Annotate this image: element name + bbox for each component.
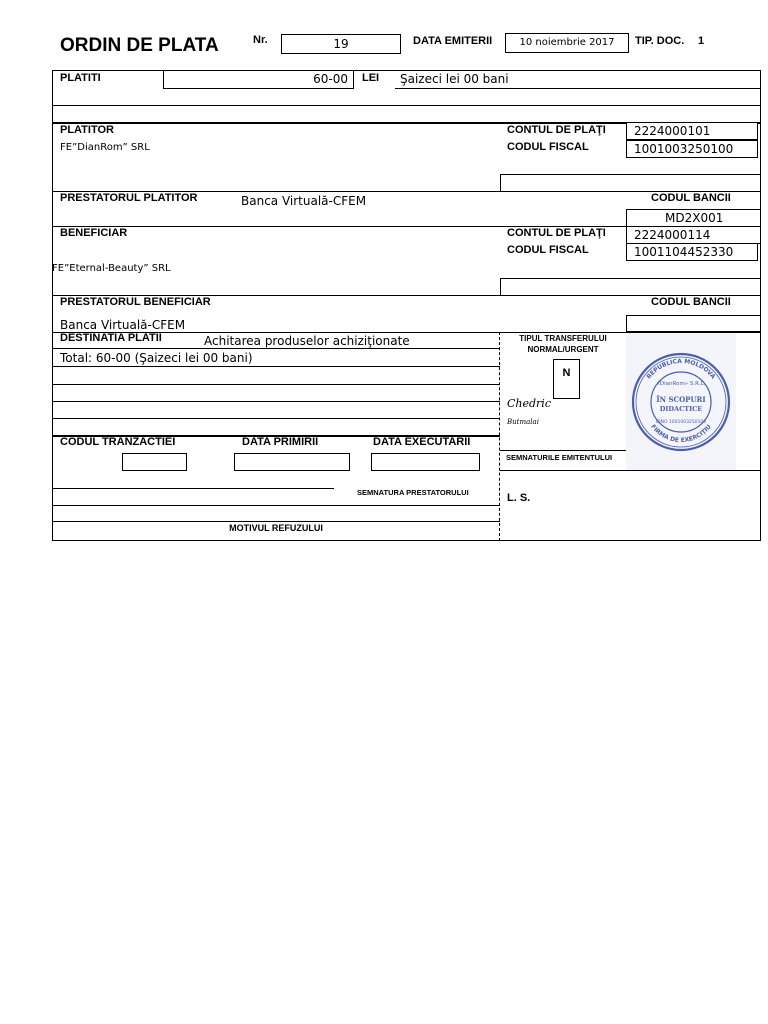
beneficiar-extra-field[interactable] bbox=[500, 278, 761, 296]
beneficiar-contul-field[interactable]: 2224000114 bbox=[626, 226, 761, 244]
data-executarii-label: DATA EXECUTARII bbox=[373, 436, 471, 448]
platitor-extra-field[interactable] bbox=[500, 174, 761, 192]
beneficiar-codul-bancii-field[interactable] bbox=[626, 315, 761, 332]
data-executarii-field[interactable] bbox=[371, 453, 480, 471]
destinatia-label: DESTINATIA PLATII bbox=[60, 332, 162, 344]
prestator-platitor-label: PRESTATORUL PLATITOR bbox=[60, 192, 198, 204]
prestator-beneficiar-name: Banca Virtuală-CFEM bbox=[60, 318, 186, 332]
divider bbox=[52, 384, 500, 385]
codul-tranzactiei-field[interactable] bbox=[122, 453, 187, 471]
platitor-fiscal-field[interactable]: 1001003250100 bbox=[626, 140, 758, 158]
beneficiar-name: FE”Eternal-Beauty” SRL bbox=[52, 263, 171, 274]
destinatia-total: Total: 60-00 (Şaizeci lei 00 bani) bbox=[60, 351, 253, 365]
stamp-center-2: DIDACTICE bbox=[659, 405, 703, 413]
beneficiar-contul-label: CONTUL DE PLAŢI bbox=[507, 227, 606, 239]
codul-tranzactiei-label: CODUL TRANZACTIEI bbox=[60, 436, 176, 448]
platitor-fiscal-label: CODUL FISCAL bbox=[507, 141, 589, 153]
lei-label: LEI bbox=[362, 72, 380, 84]
stamp-ring-top: REPUBLICA MOLDOVA bbox=[645, 357, 717, 381]
stamp-ring-bottom: FIRMA DE EXERCIŢIU bbox=[649, 423, 713, 445]
data-primirii-label: DATA PRIMIRII bbox=[242, 436, 319, 448]
divider bbox=[500, 470, 761, 471]
beneficiar-fiscal-field[interactable]: 1001104452330 bbox=[626, 243, 758, 261]
divider bbox=[52, 488, 334, 489]
amount-words: Şaizeci lei 00 bani bbox=[400, 72, 509, 86]
signature-1: Chedric bbox=[507, 397, 551, 410]
prestator-beneficiar-label: PRESTATORUL BENEFICIAR bbox=[60, 296, 211, 308]
motivul-refuzului-label: MOTIVUL REFUZULUI bbox=[229, 523, 323, 533]
transfer-type-label-line1: TIPUL TRANSFERULUI bbox=[519, 334, 607, 343]
ls-label: L. S. bbox=[507, 492, 531, 504]
beneficiar-codul-bancii-label: CODUL BANCII bbox=[651, 296, 731, 308]
nr-field[interactable]: 19 bbox=[281, 34, 401, 54]
signature-2: Butmalai bbox=[507, 418, 539, 426]
divider bbox=[52, 521, 500, 522]
platitor-label: PLATITOR bbox=[60, 124, 114, 136]
platitor-codul-bancii-field[interactable]: MD2X001 bbox=[626, 209, 761, 227]
stamp-company: «DianRom» S.R.L. bbox=[656, 381, 706, 387]
prestator-platitor-name: Banca Virtuală-CFEM bbox=[241, 194, 367, 208]
data-primirii-field[interactable] bbox=[234, 453, 350, 471]
nr-label: Nr. bbox=[253, 34, 268, 46]
divider bbox=[500, 450, 626, 451]
amount-field[interactable]: 60-00 bbox=[163, 70, 354, 89]
divider bbox=[52, 401, 500, 402]
semnaturile-emitentului-label: SEMNATURILE EMITENTULUI bbox=[506, 453, 613, 462]
platitor-contul-field[interactable]: 2224000101 bbox=[626, 122, 758, 140]
destinatia-text: Achitarea produselor achiziţionate bbox=[204, 334, 410, 348]
beneficiar-label: BENEFICIAR bbox=[60, 227, 128, 239]
divider bbox=[52, 105, 761, 106]
tip-doc-value: 1 bbox=[698, 35, 705, 47]
document-title: ORDIN DE PLATA bbox=[60, 35, 219, 56]
tip-doc-label: TIP. DOC. bbox=[635, 35, 685, 47]
stamp-area bbox=[626, 333, 736, 471]
platitor-name: FE”DianRom” SRL bbox=[60, 142, 150, 153]
transfer-type-label-line2: NORMAL/URGENT bbox=[527, 345, 599, 354]
divider bbox=[52, 348, 500, 349]
amount-words-underline bbox=[395, 88, 761, 89]
stamp-idno: IDNO 1001003250100 bbox=[655, 420, 707, 425]
platiti-label: PLATITI bbox=[60, 72, 101, 84]
semnatura-prestatorului-label: SEMNATURA PRESTATORULUI bbox=[357, 488, 469, 497]
beneficiar-fiscal-label: CODUL FISCAL bbox=[507, 244, 589, 256]
stamp-center-1: ÎN SCOPURI bbox=[656, 395, 706, 404]
transfer-type-field[interactable]: N bbox=[553, 359, 580, 399]
company-stamp bbox=[626, 333, 736, 471]
platitor-codul-bancii-label: CODUL BANCII bbox=[651, 192, 731, 204]
divider bbox=[52, 366, 500, 367]
divider bbox=[52, 505, 500, 506]
data-emiterii-label: DATA EMITERII bbox=[413, 35, 493, 47]
divider bbox=[52, 418, 500, 419]
data-emiterii-field[interactable]: 10 noiembrie 2017 bbox=[505, 33, 629, 53]
platitor-contul-label: CONTUL DE PLAŢI bbox=[507, 124, 606, 136]
